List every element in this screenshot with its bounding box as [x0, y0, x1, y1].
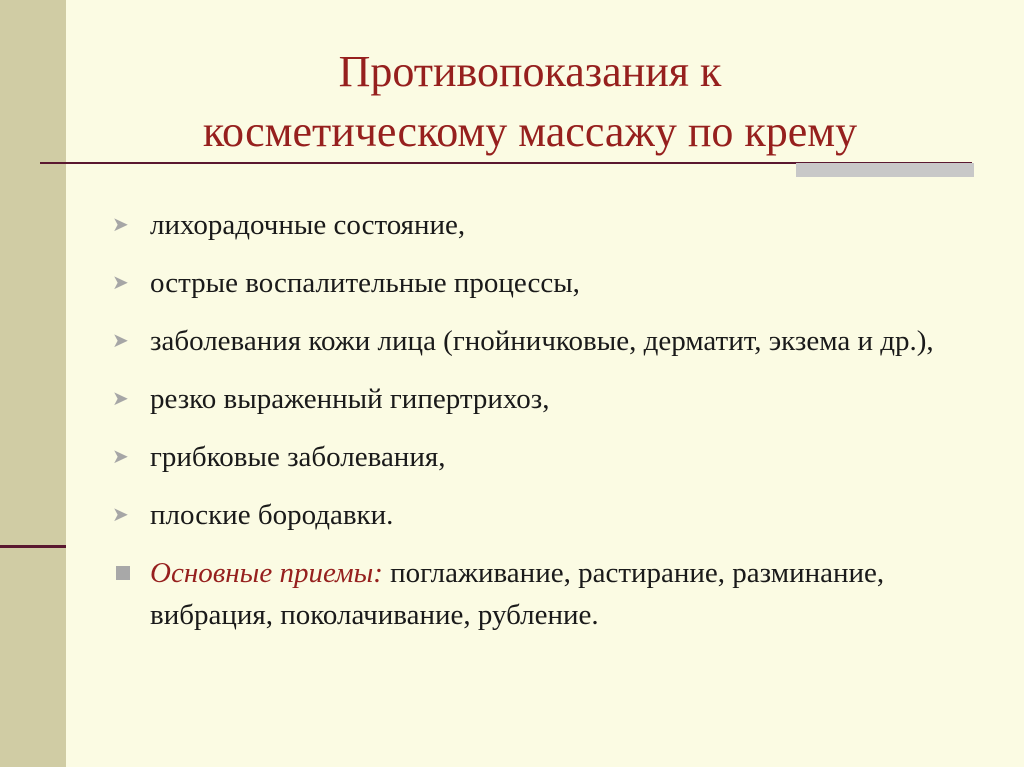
arrow-bullet-icon: ➤ — [112, 446, 129, 468]
square-bullet-icon — [116, 566, 130, 580]
arrow-bullet-icon: ➤ — [112, 504, 129, 526]
list-item — [112, 262, 992, 304]
list-item — [112, 204, 992, 246]
list-item — [112, 436, 992, 478]
title-line-2: косметическому массажу по крему — [202, 107, 858, 156]
main-techniques-text: поглаживание, растирание, разминание, вибрация, поколачивание, рубление. — [150, 557, 885, 631]
list-item — [112, 320, 992, 362]
list-item-text: заболевания кожи лица (гнойничковые, дерматит, экзема и др.), — [150, 325, 934, 357]
slide-title — [80, 42, 980, 162]
list-item — [112, 378, 992, 420]
title-underline-accent — [796, 163, 974, 177]
arrow-bullet-icon: ➤ — [112, 330, 129, 352]
contraindications-list — [112, 204, 992, 652]
title-line-1: Противопоказания к — [338, 47, 722, 96]
arrow-bullet-icon: ➤ — [112, 214, 129, 236]
left-bar-divider — [0, 545, 66, 548]
main-techniques-label: Основные приемы: — [150, 557, 383, 589]
list-item-text: плоские бородавки. — [150, 499, 394, 531]
list-item-text: резко выраженный гипертрихоз, — [150, 383, 550, 415]
arrow-bullet-icon: ➤ — [112, 388, 129, 410]
list-item-text: лихорадочные состояние, — [150, 209, 466, 241]
arrow-bullet-icon: ➤ — [112, 272, 129, 294]
left-decorative-bar — [0, 0, 66, 767]
list-item-text: острые воспалительные процессы, — [150, 267, 580, 299]
main-techniques-item — [112, 552, 992, 636]
list-item-text: грибковые заболевания, — [150, 441, 446, 473]
list-item — [112, 494, 992, 536]
